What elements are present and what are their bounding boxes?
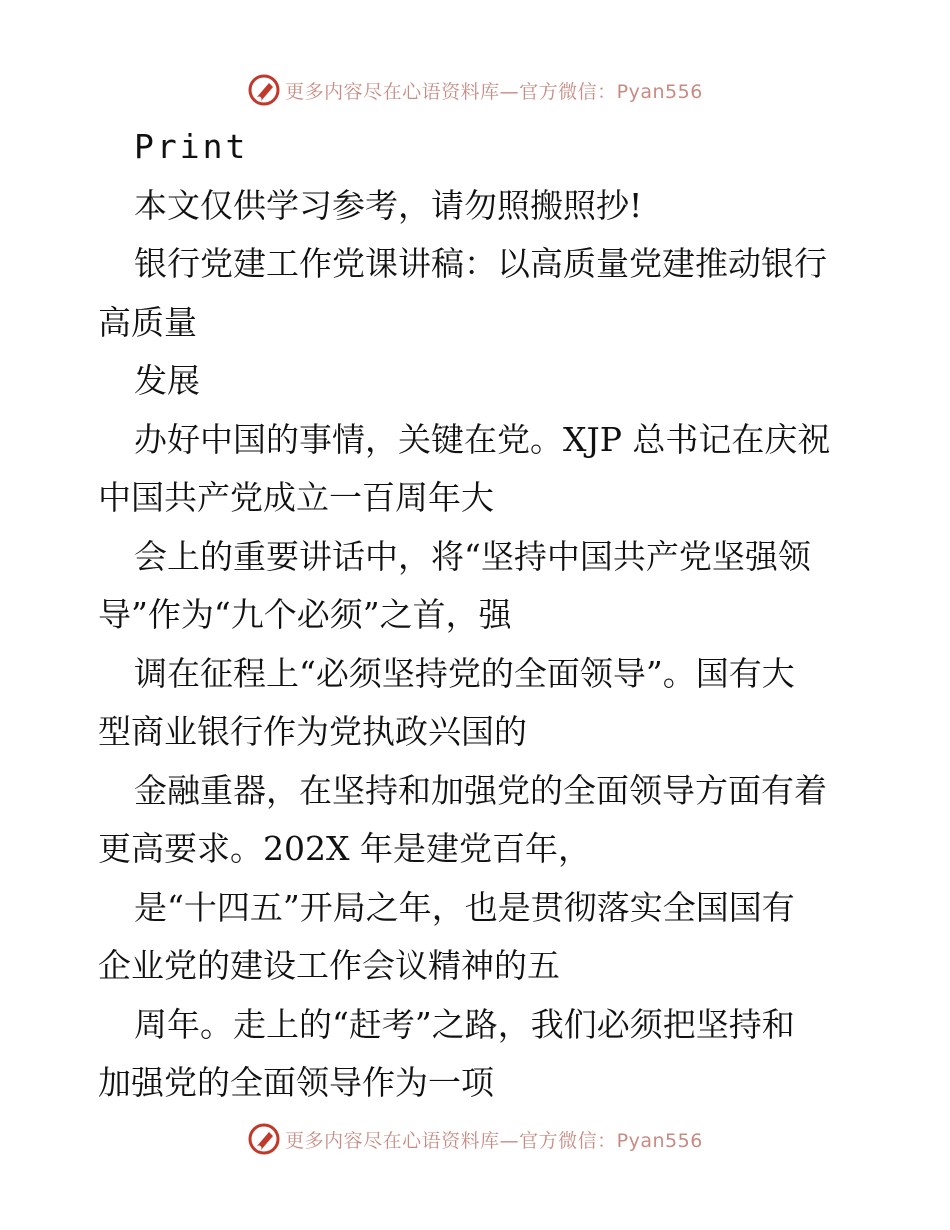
doc-title-line: 银行党建工作党课讲稿：以高质量党建推动银行	[134, 244, 827, 283]
doc-line: 本文仅供学习参考，请勿照搬照抄!	[134, 185, 643, 225]
doc-line: 调在征程上“必须坚持党的全面领导”。国有大	[134, 653, 795, 693]
watermark-text: 更多内容尽在心语资料库—官方微信：Pyan556	[285, 80, 703, 103]
doc-title-line: 发展	[134, 361, 200, 400]
doc-line: 更高要求。202X 年是建党百年，	[98, 829, 591, 868]
doc-line: 会上的重要讲话中，将“坚持中国共产党坚强领	[134, 536, 811, 576]
doc-line: 导”作为“九个必须”之首，强	[98, 595, 512, 634]
footer-watermark	[0, 1119, 950, 1159]
document-body	[98, 118, 858, 1113]
pen-nib-circle-icon	[247, 1122, 281, 1156]
doc-line: 中国共产党成立一百周年大	[98, 478, 494, 517]
doc-line: 型商业银行作为党执政兴国的	[98, 712, 527, 751]
doc-line: 办好中国的事情，关键在党。XJP 总书记在庆祝	[134, 419, 831, 459]
doc-line: 周年。走上的“赶考”之路，我们必须把坚持和	[134, 1004, 795, 1044]
doc-line: 是“十四五”开局之年，也是贯彻落实全国国有	[134, 887, 795, 927]
doc-title-line: 高质量	[98, 302, 197, 342]
watermark-text: 更多内容尽在心语资料库—官方微信：Pyan556	[285, 1129, 703, 1152]
pen-nib-circle-icon	[247, 73, 281, 107]
doc-line: Print	[134, 127, 249, 166]
doc-line: 金融重器，在坚持和加强党的全面领导方面有着	[134, 770, 827, 810]
doc-line: 企业党的建设工作会议精神的五	[98, 946, 560, 985]
doc-line: 加强党的全面领导作为一项	[98, 1063, 494, 1102]
header-watermark	[0, 70, 950, 110]
